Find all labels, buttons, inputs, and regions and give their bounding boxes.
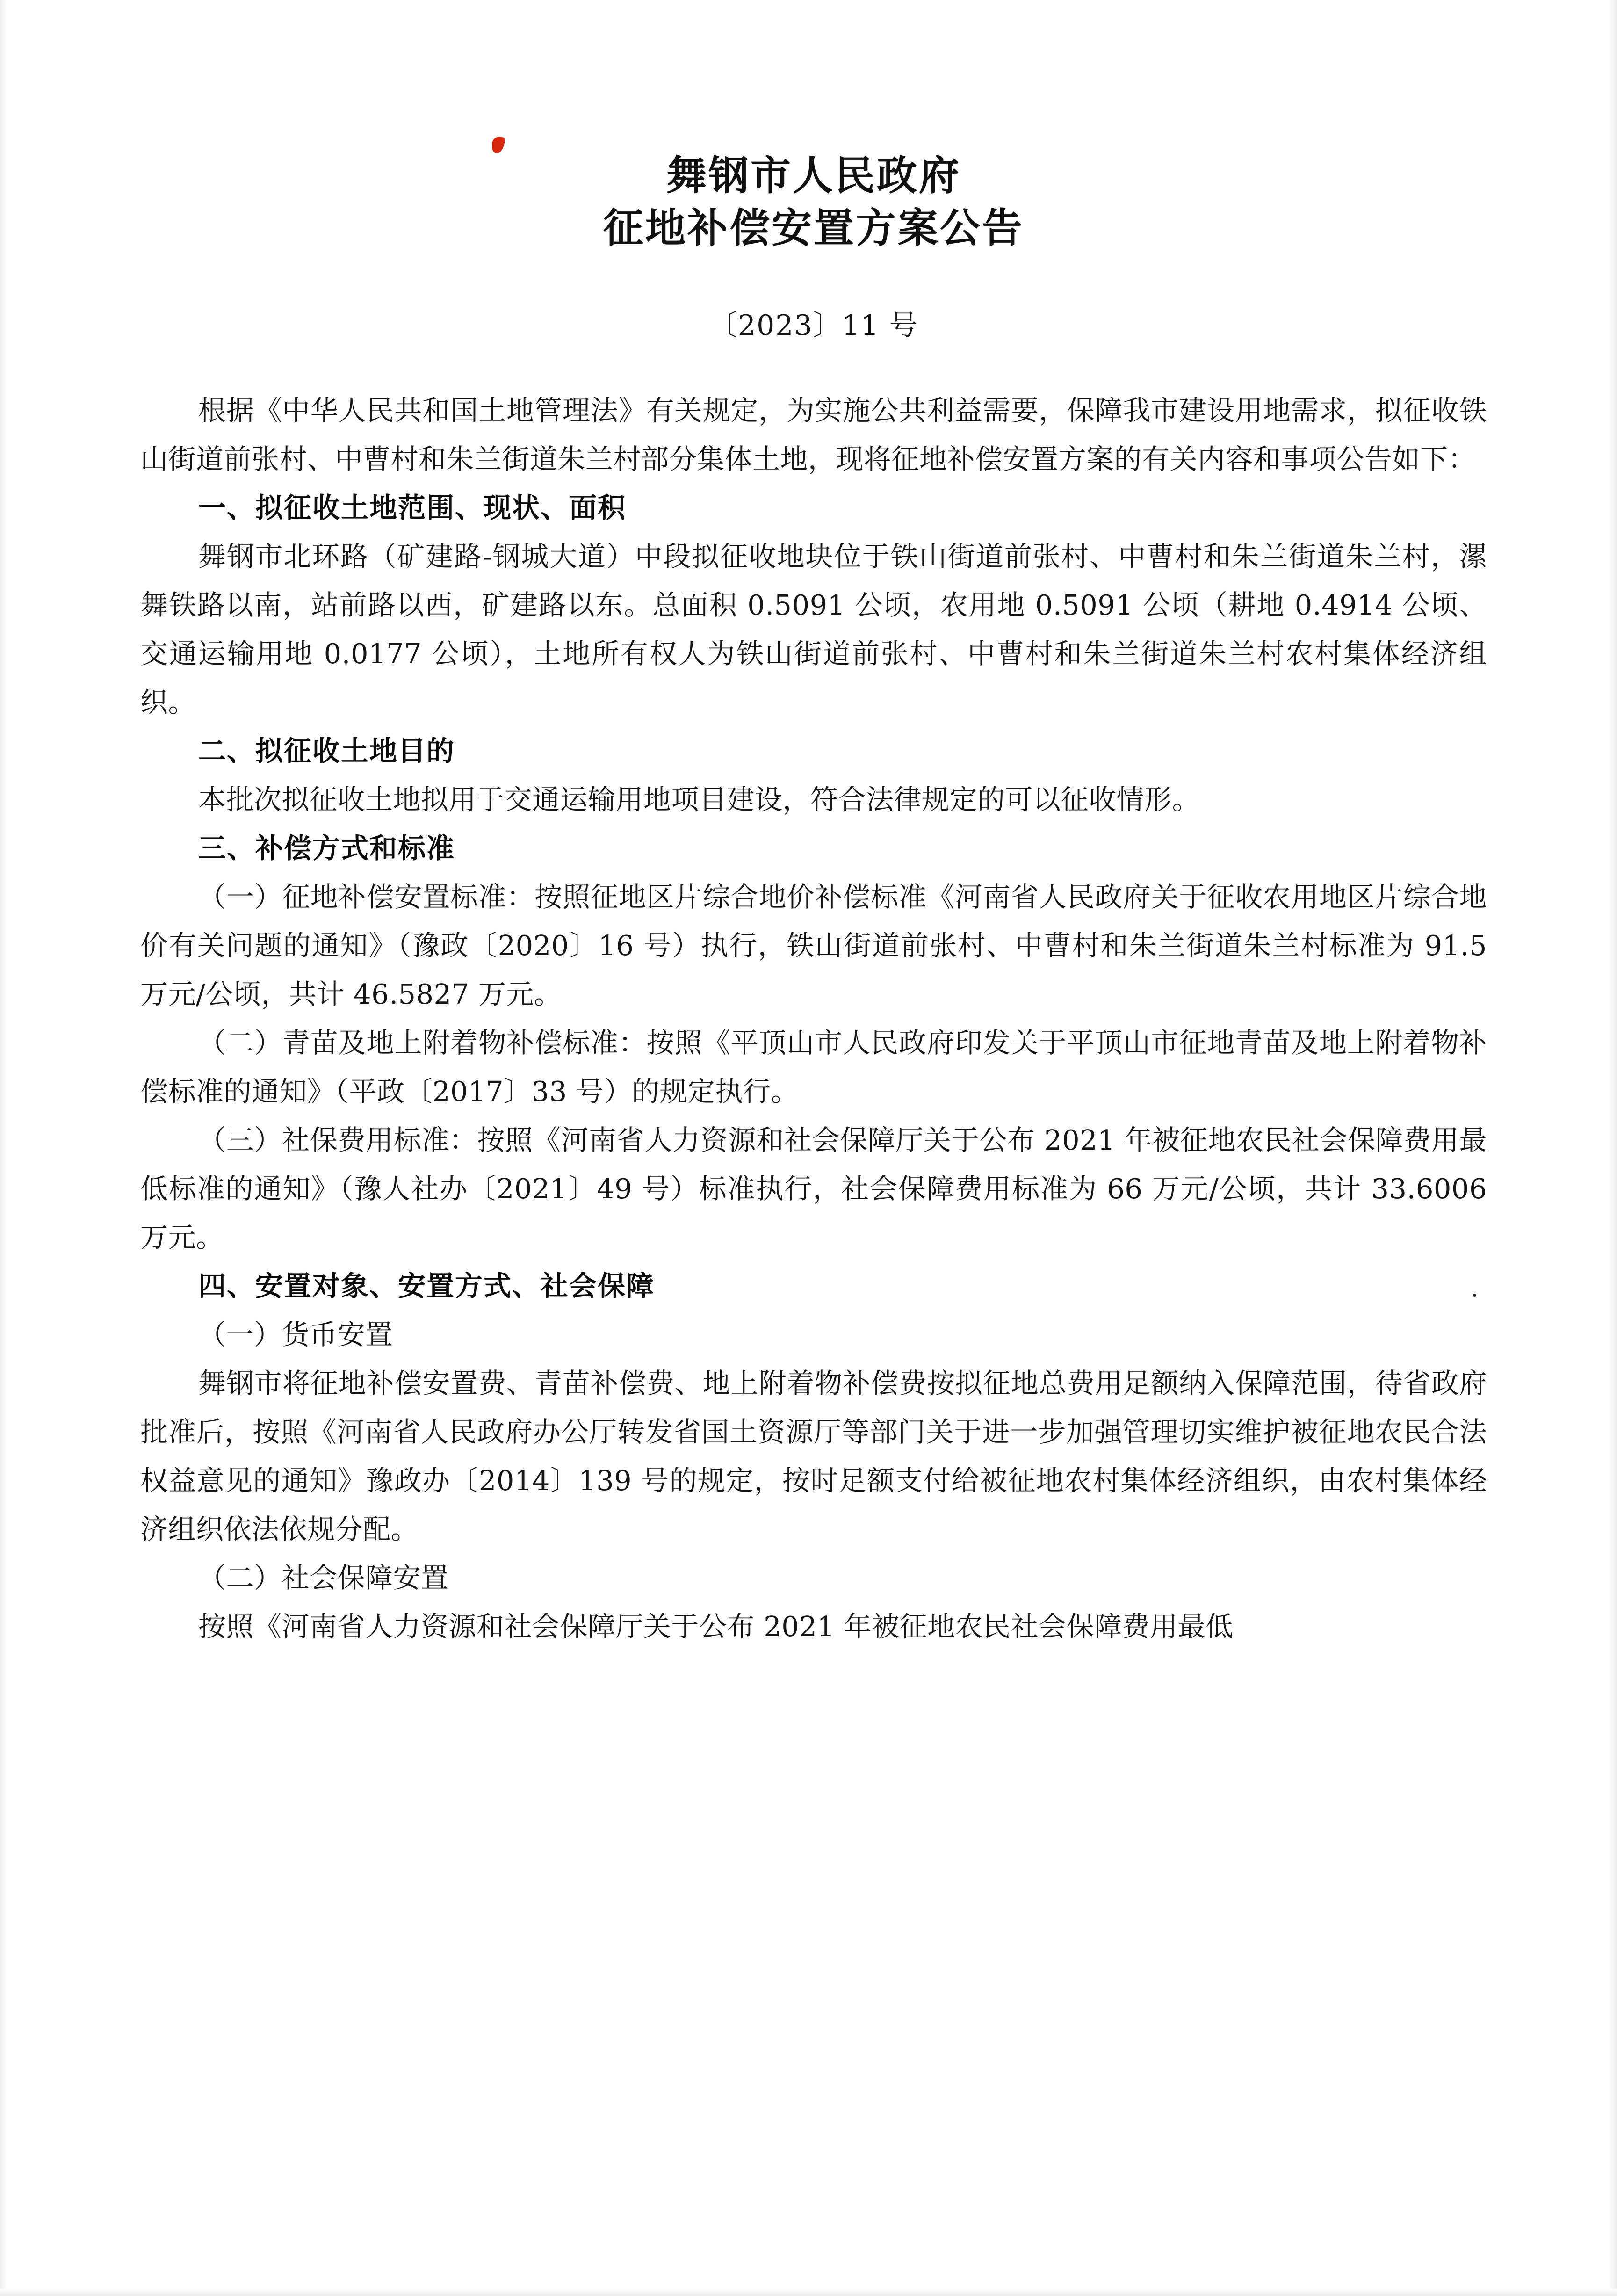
section-3-item-2: （二）青苗及地上附着物补偿标准：按照《平顶山市人民政府印发关于平顶山市征地青苗及地上附着物补偿标准的通知》（平政〔2017〕33 号）的规定执行。 — [140, 1026, 1487, 1108]
section-3-heading: 三、补偿方式和标准 — [198, 832, 455, 864]
title-block — [140, 0, 1487, 343]
scan-edge-right — [1609, 0, 1617, 2296]
document-title-line-1: 舞钢市人民政府 — [666, 152, 961, 199]
section-2-heading: 二、拟征收土地目的 — [198, 734, 455, 767]
section-1-paragraph: 舞钢市北环路（矿建路-钢城大道）中段拟征收地块位于铁山街道前张村、中曹村和朱兰街道朱兰村，漯舞铁路以南，站前路以西，矿建路以东。总面积 0.5091 公顷，农用地 0.5091 公顷（耕地 0.4914 公顷、交通运输用地 0.0177 公顷），土地所有权人为铁山街道前张村、中曹村和朱兰街道朱兰村农村集体经济组织。 — [140, 540, 1487, 718]
section-1-heading: 一、拟征收土地范围、现状、面积 — [198, 491, 627, 524]
section-4-item-1-paragraph: 舞钢市将征地补偿安置费、青苗补偿费、地上附着物补偿费按拟征地总费用足额纳入保障范围，待省政府批准后，按照《河南省人民政府办公厅转发省国土资源厅等部门关于进一步加强管理切实维护被征地农民合法权益意见的通知》豫政办〔2014〕139 号的规定，按时足额支付给被征地农村集体经济组织，由农村集体经济组织依法依规分配。 — [140, 1367, 1487, 1545]
scan-edge-bottom — [0, 2289, 1617, 2296]
document-content — [140, 0, 1487, 1651]
preamble-paragraph: 根据《中华人民共和国土地管理法》有关规定，为实施公共利益需要，保障我市建设用地需求，拟征收铁山街道前张村、中曹村和朱兰街道朱兰村部分集体土地，现将征地补偿安置方案的有关内容和事项公告如下： — [140, 394, 1487, 475]
document-number: 〔2023〕11 号 — [708, 309, 919, 342]
section-4-item-1-label: （一）货币安置 — [198, 1318, 393, 1351]
section-3-item-1: （一）征地补偿安置标准：按照征地区片综合地价补偿标准《河南省人民政府关于征收农用地区片综合地价有关问题的通知》（豫政〔2020〕16 号）执行，铁山街道前张村、中曹村和朱兰街道朱兰村标准为 91.5 万元/公顷，共计 46.5827 万元。 — [140, 880, 1487, 1010]
document-title-line-2: 征地补偿安置方案公告 — [603, 204, 1024, 252]
section-4-heading: 四、安置对象、安置方式、社会保障 — [198, 1269, 655, 1302]
section-4-item-2-paragraph: 按照《河南省人力资源和社会保障厅关于公布 2021 年被征地农民社会保障费用最低 — [198, 1610, 1234, 1643]
document-body — [140, 386, 1487, 1651]
section-2-paragraph: 本批次拟征收土地拟用于交通运输用地项目建设，符合法律规定的可以征收情形。 — [198, 783, 1200, 816]
scan-edge-left — [0, 0, 7, 2296]
section-3-item-3: （三）社保费用标准：按照《河南省人力资源和社会保障厅关于公布 2021 年被征地农民社会保障费用最低标准的通知》（豫人社办〔2021〕49 号）标准执行，社会保障费用标准为 66 万元/公顷，共计 33.6006 万元。 — [140, 1123, 1487, 1253]
section-4-item-2-label: （二）社会保障安置 — [198, 1561, 449, 1594]
